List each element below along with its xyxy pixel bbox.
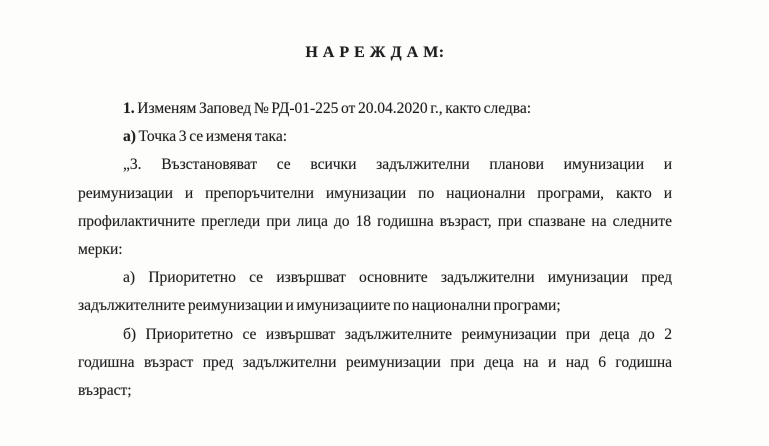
paragraph-prefix: а) <box>123 269 136 287</box>
document-body <box>78 95 672 405</box>
paragraph-prefix: а) <box>123 128 136 146</box>
paragraph-text: Приоритетно се извършват основните задължителни имунизации пред <box>148 269 672 287</box>
document-line: възраст; <box>78 381 132 399</box>
paragraph-prefix: 1. <box>123 100 135 117</box>
paragraph-text: Изменям Заповед № РД-01-225 от 20.04.2020 г., както следва: <box>137 100 532 117</box>
document-line <box>78 321 672 349</box>
document-title: Н А Р Е Ж Д А М: <box>305 44 445 61</box>
document-line: профилактичните прегледи при лица до 18 годишна възраст, при спазване на следните <box>78 212 672 230</box>
paragraph-prefix: „3. <box>123 156 142 174</box>
document-line: годишна възраст пред задължителни реимунизации при деца на и над 6 годишна <box>78 353 672 371</box>
document-line <box>78 151 672 179</box>
paragraph-text: Възстановяват се всички задължителни планови имунизации и <box>161 156 672 174</box>
paragraph-prefix: б) <box>123 325 137 343</box>
paragraph-text: Точка 3 се изменя така: <box>138 128 287 146</box>
document-line: мерки: <box>78 240 123 258</box>
paragraph-text: Приоритетно се извършват задължителните реимунизации при деца до 2 <box>145 325 672 343</box>
document-line: реимунизации и препоръчителни имунизации по национални програми, както и <box>78 184 672 202</box>
document-line <box>78 95 672 123</box>
document-line <box>78 123 672 151</box>
document-line <box>78 264 672 292</box>
document-line: задължителните реимунизации и имунизациите по национални програми; <box>78 297 561 315</box>
